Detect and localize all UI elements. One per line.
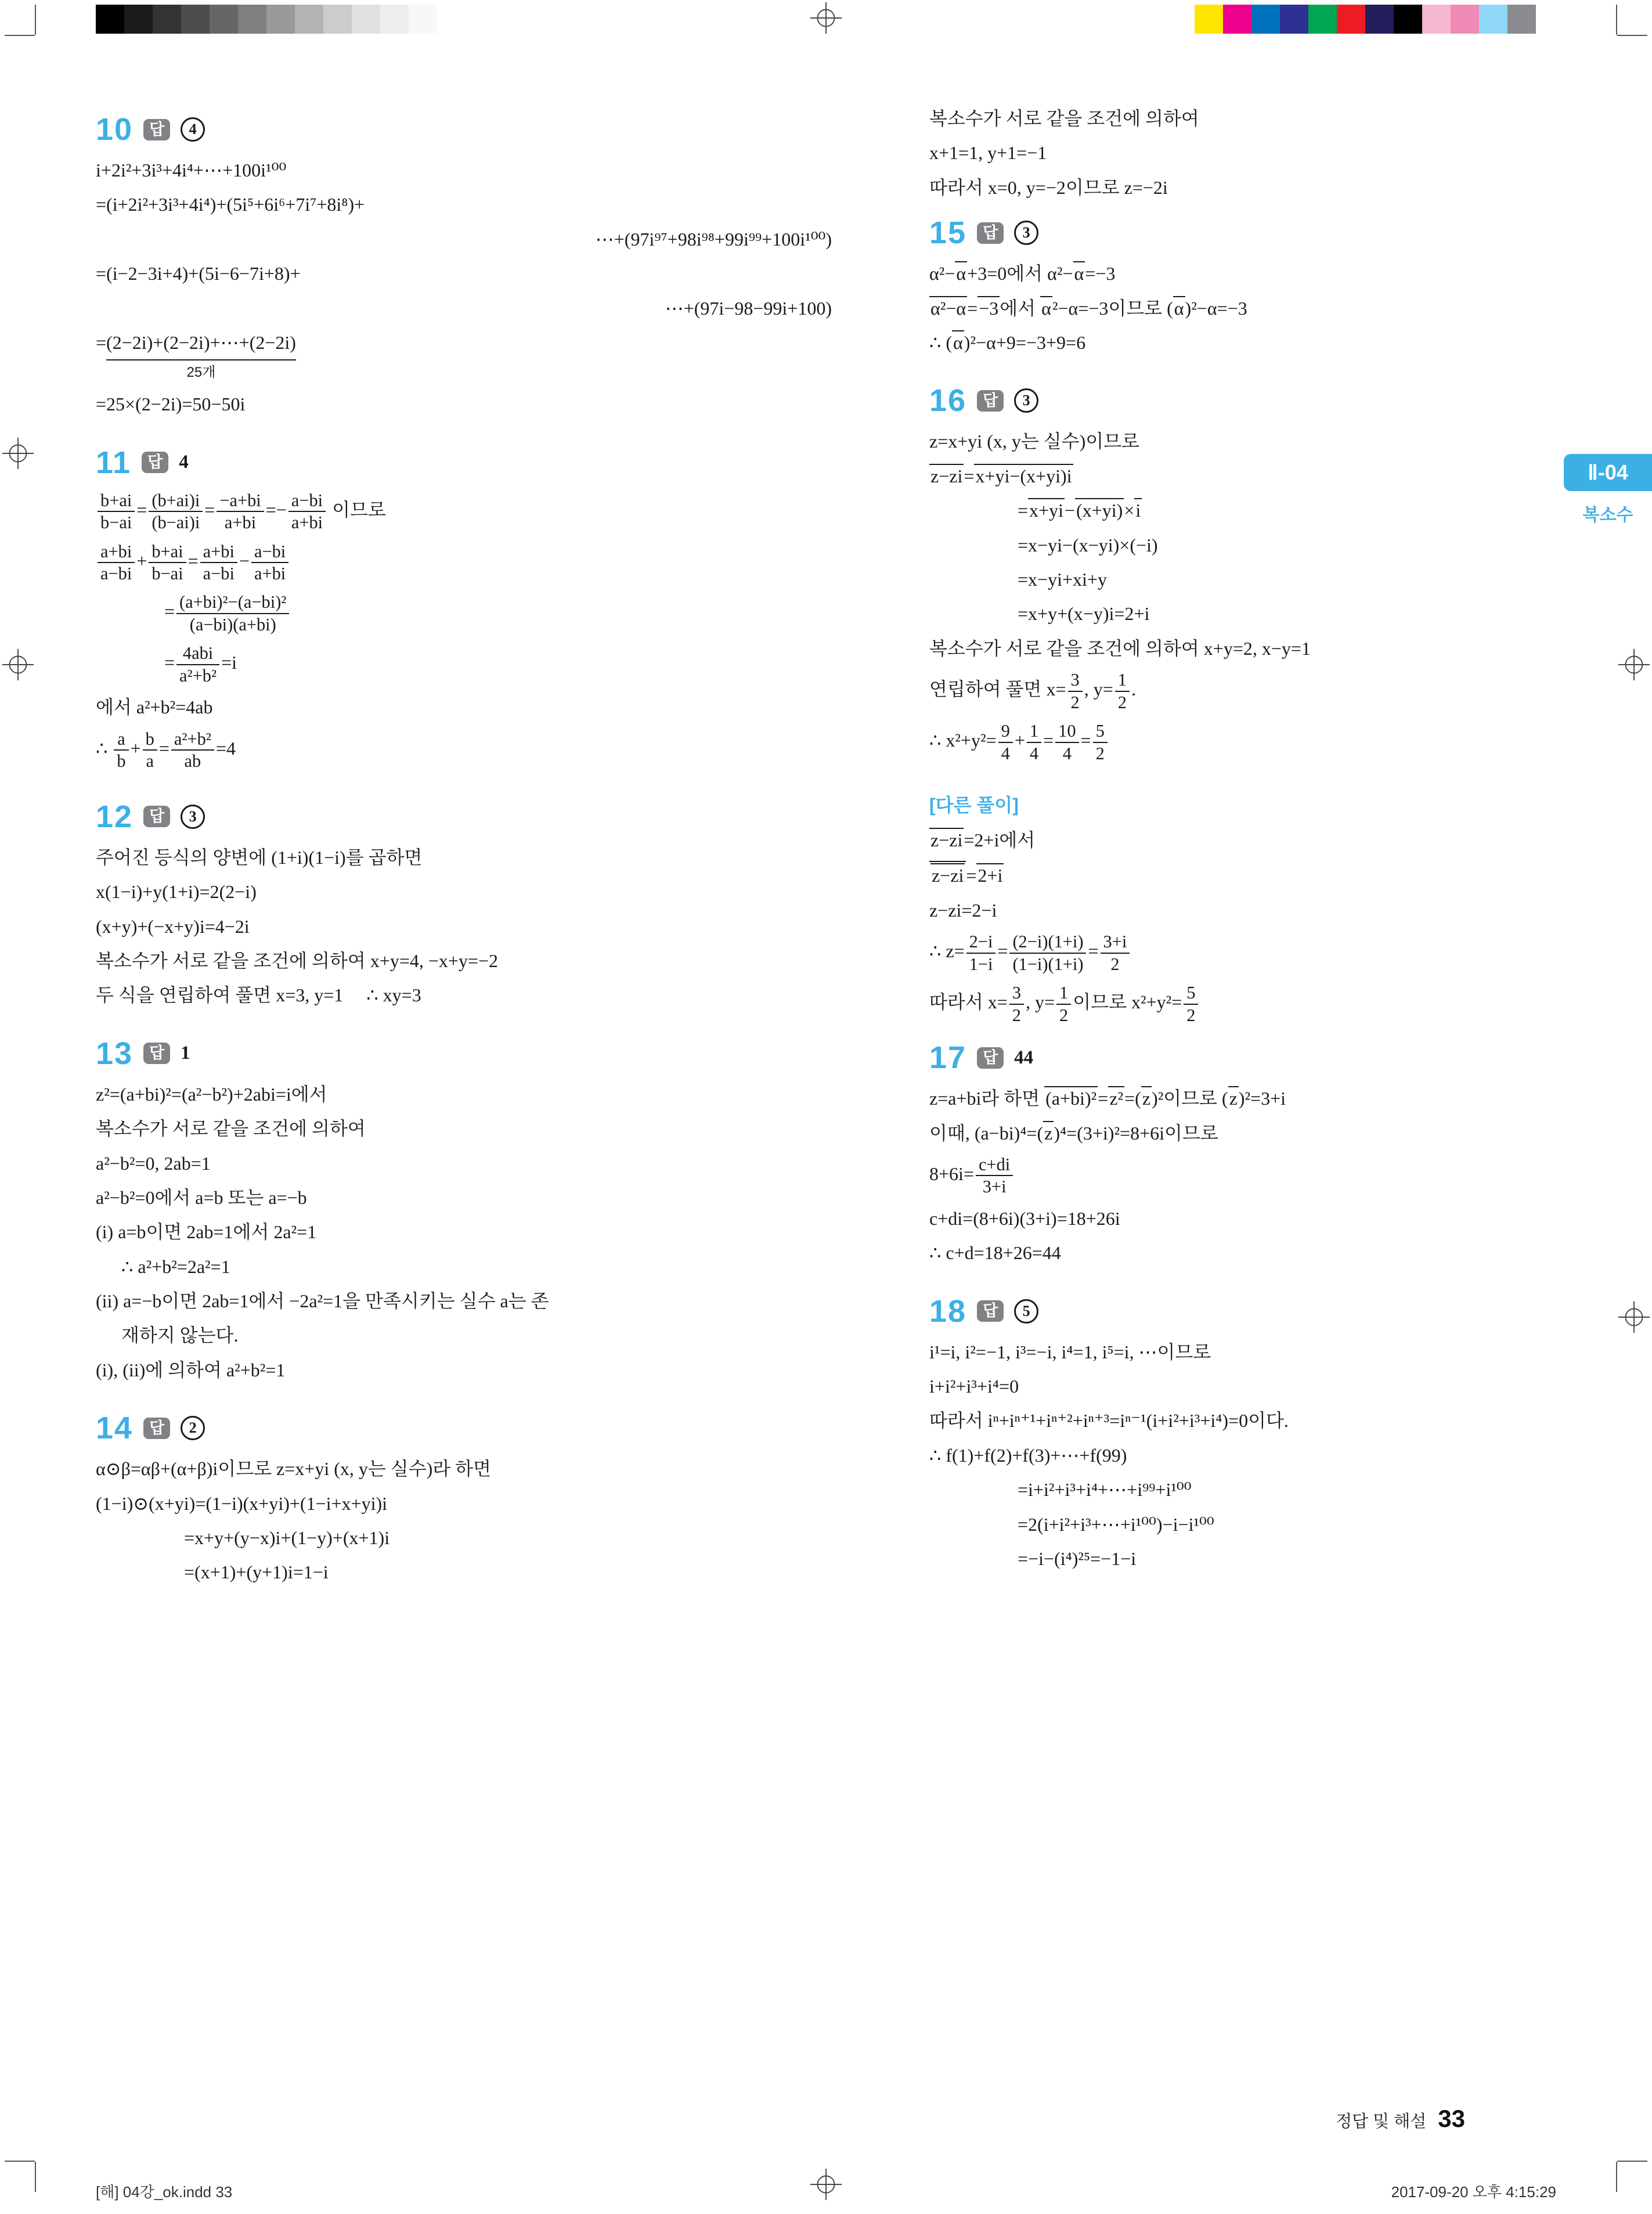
chapter-tab-unit-label: Ⅱ-04 xyxy=(1588,460,1628,484)
solution-line: z−zi=x+yi−(x+yi)i xyxy=(929,463,1547,489)
solution-line: ⋯+(97i⁹⁷+98i⁹⁸+99i⁹⁹+100i¹⁰⁰) xyxy=(595,228,832,250)
problem-number: 14 xyxy=(96,1411,134,1446)
calibration-swatch xyxy=(437,5,466,34)
calibration-swatch xyxy=(1365,5,1394,34)
solution-line: (i), (ii)에 의하여 a²+b²=1 xyxy=(96,1359,286,1380)
answer-badge: 답 xyxy=(143,1418,170,1439)
solution-line: =i+i²+i³+i⁴+⋯+i⁹⁹+i¹⁰⁰ xyxy=(1018,1479,1192,1501)
problem-header xyxy=(96,1036,832,1072)
problem-12 xyxy=(96,799,832,1009)
solution-line: =x−yi−(x−yi)×(−i) xyxy=(1018,534,1158,556)
solution-continuation xyxy=(929,105,1547,201)
answer-badge: 답 xyxy=(977,390,1004,412)
footer-label: 정답 및 해설 xyxy=(1336,2112,1427,2131)
calibration-swatch xyxy=(96,5,124,34)
solution-line: 주어진 등식의 양변에 (1+i)(1−i)를 곱하면 xyxy=(96,846,423,868)
answer-value: 44 xyxy=(1014,1047,1034,1068)
solution-line: ⋯+(97i−98−99i+100) xyxy=(665,297,832,319)
solution-line: $\frac{a+bi}{a-bi}$ + $\frac{b+ai}{b-ai}$ = $\frac{a+bi}{a-bi}$ − $\frac{a-bi}{a+bi}$ xyxy=(96,541,832,585)
solution-line: c+di=(8+6i)(3+i)=18+26i xyxy=(929,1207,1120,1229)
solution-line: =x+y+(x−y)i=2+i xyxy=(1018,603,1150,625)
problem-header xyxy=(929,383,1547,419)
answer-badge: 답 xyxy=(143,1043,170,1064)
solution-line: 두 식을 연립하여 풀면 x=3, y=1 ∴ xy=3 xyxy=(96,985,421,1006)
solution-line: =x+y+(y−x)i+(1−y)+(x+1)i xyxy=(184,1527,390,1549)
right-column xyxy=(929,98,1547,1613)
solution-line: (1−i)⊙(x+yi)=(1−i)(x+yi)+(1−i+x+yi)i xyxy=(96,1492,388,1514)
solution-line: ∴ f(1)+f(2)+f(3)+⋯+f(99) xyxy=(929,1444,1127,1466)
solution-line: x(1−i)+y(1+i)=2(2−i) xyxy=(96,881,257,903)
solution-line: =(i−2−3i+4)+(5i−6−7i+8)+ xyxy=(96,263,301,284)
problem-number: 10 xyxy=(96,112,134,147)
solution-line: 따라서 x=0, y=−2이므로 z=−2i xyxy=(929,176,1168,198)
problem-header xyxy=(96,799,832,835)
chapter-tab-unit xyxy=(1564,454,1652,491)
answer-badge: 답 xyxy=(143,119,170,140)
problem-number: 18 xyxy=(929,1293,967,1329)
crop-mark xyxy=(1616,5,1617,35)
answer-value: 3 xyxy=(181,805,205,829)
solution-line: ∴ (α)²−α+9=−3+9=6 xyxy=(929,329,1547,356)
solution-line: a²−b²=0에서 a=b 또는 a=−b xyxy=(96,1187,307,1208)
answer-value: 5 xyxy=(1014,1299,1038,1324)
crop-mark xyxy=(1616,2162,1617,2192)
answer-value: 3 xyxy=(1014,221,1038,245)
imprint-timestamp: 2017-09-20 오후 4:15:29 xyxy=(1391,2183,1556,2201)
solution-line: =(x+1)+(y+1)i=1−i xyxy=(184,1562,329,1583)
solution-line: 8+6i= $\frac{c+di}{3+i}$ xyxy=(929,1154,1547,1198)
color-calibration-bar xyxy=(1195,5,1536,34)
solution-line: ∴ z= $\frac{2-i}{1-i}$ = $\frac{(2-i)(1+i)}{(1-i)(1+i)}$ = $\frac{3+i}{2}$ xyxy=(929,931,1547,975)
answer-badge: 답 xyxy=(977,222,1004,244)
calibration-swatch xyxy=(1308,5,1337,34)
crop-mark xyxy=(35,5,36,35)
calibration-swatch xyxy=(323,5,352,34)
problem-number: 17 xyxy=(929,1040,967,1076)
solution-line: z²=(a+bi)²=(a²−b²)+2abi=i에서 xyxy=(96,1083,327,1105)
registration-mark xyxy=(1,648,35,681)
solution-line: 이때, (a−bi)⁴=(z)⁴=(3+i)²=8+6i이므로 xyxy=(929,1120,1547,1146)
registration-mark xyxy=(809,1,843,35)
solution-line: a²−b²=0, 2ab=1 xyxy=(96,1152,211,1174)
page-number: 33 xyxy=(1438,2105,1465,2132)
calibration-swatch xyxy=(1223,5,1251,34)
problem-header xyxy=(929,1293,1547,1329)
solution-line: = (2−2i)+(2−2i)+⋯+(2−2i) 25개 xyxy=(96,329,832,383)
solution-continuation xyxy=(929,827,1547,1026)
problem-header xyxy=(96,111,832,147)
solution-line: (ii) a=−b이면 2ab=1에서 −2a²=1을 만족시키는 실수 a는 존 xyxy=(96,1290,549,1312)
problem-number: 13 xyxy=(96,1036,134,1071)
problem-17 xyxy=(929,1040,1547,1267)
solution-line: 복소수가 서로 같을 조건에 의하여 x+y=2, x−y=1 xyxy=(929,637,1311,659)
solution-line: z−zi=2−i xyxy=(929,899,997,921)
calibration-swatch xyxy=(1251,5,1280,34)
solution-line: = $\frac{\text{(a+bi)²−(a−bi)²}}{(a-bi)(a+bi)}$ xyxy=(96,592,832,635)
imprint-line xyxy=(96,2180,1556,2202)
left-column xyxy=(96,98,832,1613)
calibration-swatch xyxy=(1337,5,1365,34)
problem-10 xyxy=(96,111,832,418)
solution-line: z−zi =2+i xyxy=(929,861,1547,889)
solution-line: 에서 a²+b²=4ab xyxy=(96,697,213,718)
solution-line: 복소수가 서로 같을 조건에 의하여 x+y=4, −x+y=−2 xyxy=(96,950,499,971)
solution-line: =x−yi+xi+y xyxy=(1018,568,1107,590)
solution-line: =−i−(i⁴)²⁵=−1−i xyxy=(1018,1548,1137,1569)
calibration-swatch xyxy=(1507,5,1536,34)
problem-15 xyxy=(929,215,1547,356)
solution-line: 복소수가 서로 같을 조건에 의하여 xyxy=(96,1118,366,1140)
solution-line: z=a+bi라 하면 (a+bi)²=z²=(z)²이므로 (z)²=3+i xyxy=(929,1085,1547,1112)
solution-line: =25×(2−2i)=50−50i xyxy=(96,394,246,415)
alternative-solution-heading: [다른 풀이] xyxy=(929,795,1019,816)
calibration-swatch xyxy=(1479,5,1507,34)
solution-line: z−zi=2+i에서 xyxy=(929,827,1547,853)
answer-badge: 답 xyxy=(977,1047,1004,1069)
solution-line: =2(i+i²+i³+⋯+i¹⁰⁰)−i−i¹⁰⁰ xyxy=(1018,1513,1214,1535)
answer-badge: 답 xyxy=(143,806,170,827)
crop-mark xyxy=(35,2162,36,2192)
solution-line: 복소수가 서로 같을 조건에 의하여 xyxy=(929,108,1199,129)
registration-mark xyxy=(1617,1300,1651,1334)
calibration-swatch xyxy=(1451,5,1479,34)
imprint-filename: [해] 04강_ok.indd 33 xyxy=(96,2183,233,2201)
problem-number: 15 xyxy=(929,215,967,251)
solutions-content xyxy=(96,98,1547,1613)
problem-13 xyxy=(96,1036,832,1384)
chapter-tab-title: 복소수 xyxy=(1582,506,1633,525)
solution-line: i+i²+i³+i⁴=0 xyxy=(929,1376,1019,1397)
answer-value: 1 xyxy=(181,1043,190,1064)
calibration-swatch xyxy=(210,5,238,34)
calibration-swatch xyxy=(238,5,266,34)
chapter-tab xyxy=(1564,454,1652,526)
solution-line: (x+y)+(−x+y)i=4−2i xyxy=(96,915,250,937)
solution-line: 재하지 않는다. xyxy=(121,1325,239,1346)
calibration-swatch xyxy=(266,5,295,34)
registration-mark xyxy=(1,437,35,470)
calibration-swatch xyxy=(1280,5,1308,34)
registration-mark xyxy=(1617,648,1651,681)
problem-header xyxy=(96,1410,832,1446)
solution-line: = 4abi a²+b² =i xyxy=(164,643,237,686)
crop-mark xyxy=(5,2161,35,2162)
solution-line: x+1=1, y+1=−1 xyxy=(929,142,1047,164)
solution-line: ∴ x²+y²= $\frac{9}{4}$ + $\frac{1}{4}$ = $\frac{10}{4}$ = $\frac{5}{2}$ xyxy=(929,720,1547,764)
calibration-swatch xyxy=(124,5,153,34)
problem-11 xyxy=(96,445,832,772)
problem-18 xyxy=(929,1293,1547,1573)
solution-line: α²−α+3=0에서 α²−α=−3 xyxy=(929,260,1547,287)
crop-mark xyxy=(5,35,35,36)
solution-line: i¹=i, i²=−1, i³=−i, i⁴=1, i⁵=i, ⋯이므로 xyxy=(929,1341,1211,1362)
problem-number: 11 xyxy=(96,445,132,480)
calibration-swatch xyxy=(1422,5,1451,34)
solution-line: α²−α=−3에서 α²−α=−3이므로 (α)²−α=−3 xyxy=(929,295,1547,322)
solution-line: z=x+yi (x, y는 실수)이므로 xyxy=(929,431,1139,452)
calibration-swatch xyxy=(153,5,181,34)
calibration-swatch xyxy=(181,5,210,34)
solution-line: 따라서 iⁿ+iⁿ⁺¹+iⁿ⁺²+iⁿ⁺³=iⁿ⁻¹(i+i²+i³+i⁴)=0이다. xyxy=(929,1410,1289,1431)
answer-badge: 답 xyxy=(977,1300,1004,1322)
calibration-swatch xyxy=(1195,5,1223,34)
grayscale-calibration-bar xyxy=(96,5,466,34)
solution-line: ∴ c+d=18+26=44 xyxy=(929,1242,1061,1264)
solution-line: =(i+2i²+3i³+4i⁴)+(5i⁵+6i⁶+7i⁷+8i⁸)+ xyxy=(96,194,365,215)
calibration-swatch xyxy=(409,5,437,34)
solution-line: 연립하여 풀면 x= $\frac{3}{2}$ , y= $\frac{1}{2}$ . xyxy=(929,670,1136,712)
problem-16 xyxy=(929,383,1547,764)
problem-number: 12 xyxy=(96,799,134,834)
calibration-swatch xyxy=(295,5,323,34)
solution-line: i+2i²+3i³+4i⁴+⋯+100i¹⁰⁰ xyxy=(96,160,287,181)
calibration-swatch xyxy=(352,5,380,34)
problem-header xyxy=(929,1040,1547,1076)
solution-line: $\frac{b+ai}{b-ai}$ = $\frac{(b+ai)i}{(b-ai)i}$ = $\frac{-a+bi}{a+bi}$ =− $\frac{a-bi}{a+bi}$ 이므로 xyxy=(96,490,832,533)
solution-line: (i) a=b이면 2ab=1에서 2a²=1 xyxy=(96,1221,317,1243)
answer-value: 3 xyxy=(1014,388,1038,413)
problem-header xyxy=(96,445,832,481)
problem-header xyxy=(929,215,1547,251)
solution-line: α⊙β=αβ+(α+β)i이므로 z=x+yi (x, y는 실수)라 하면 xyxy=(96,1458,492,1480)
solution-line: =x+yi−(x+yi)×i xyxy=(929,497,1547,524)
answer-value: 4 xyxy=(179,452,189,473)
answer-badge: 답 xyxy=(142,452,168,473)
solution-line: ∴ $\frac{a}{b}$ + $\frac{b}{a}$ = $\frac{\text{a²+b²}}{ab}$ =4 xyxy=(96,729,236,771)
answer-value: 2 xyxy=(181,1416,205,1440)
solution-line: 따라서 x= $\frac{3}{2}$ , y= $\frac{1}{2}$ 이므로 x²+y²= $\frac{5}{2}$ xyxy=(929,982,1547,1026)
solution-line: ∴ a²+b²=2a²=1 xyxy=(121,1256,230,1277)
calibration-swatch xyxy=(380,5,409,34)
answer-value: 4 xyxy=(181,117,205,142)
calibration-swatch xyxy=(1394,5,1422,34)
problem-14 xyxy=(96,1410,832,1586)
crop-mark xyxy=(1617,35,1647,36)
crop-mark xyxy=(1617,2161,1647,2162)
page-footer xyxy=(1336,2105,1465,2133)
problem-number: 16 xyxy=(929,383,967,419)
